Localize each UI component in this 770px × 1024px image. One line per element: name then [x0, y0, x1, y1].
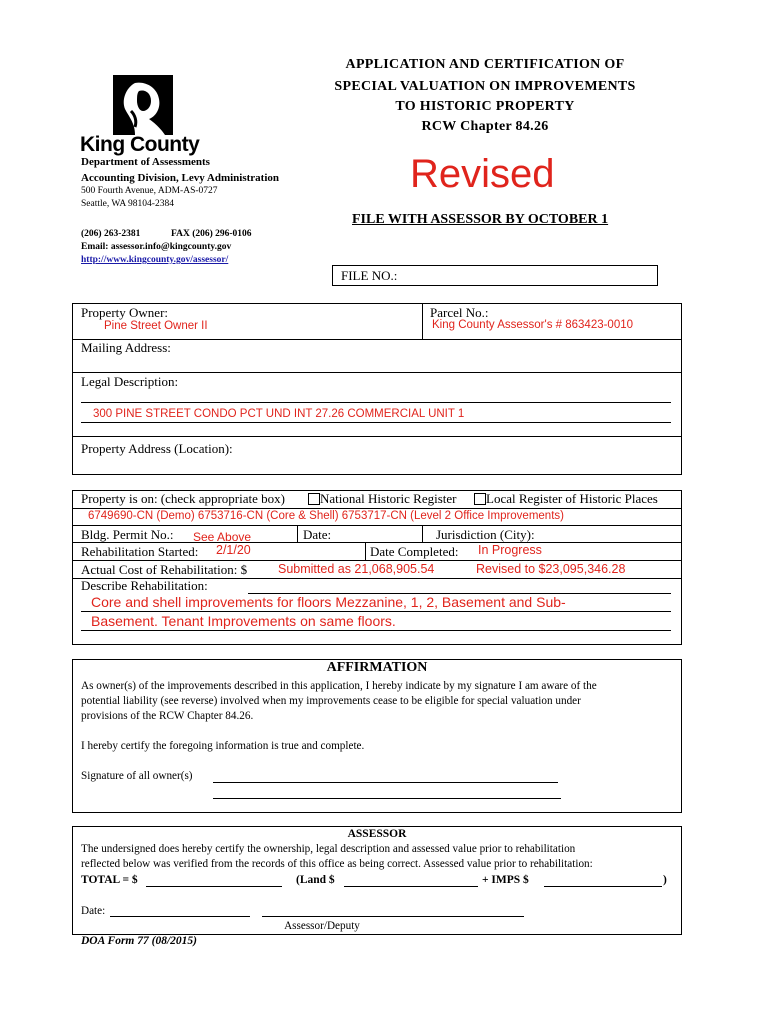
assessor-heading: ASSESSOR — [347, 828, 407, 840]
assessor-date-field[interactable] — [110, 916, 250, 917]
permit-numbers-note[interactable]: 6749690-CN (Demo) 6753716-CN (Core & Shell) 6753717-CN (Level 2 Office Improvements) — [88, 510, 564, 522]
assessor-signature-field[interactable] — [262, 916, 524, 917]
file-number-box — [332, 265, 658, 286]
rehab-cost-label: Actual Cost of Rehabilitation: $ — [81, 562, 248, 577]
department-address-2: Seattle, WA 98104-2384 — [81, 199, 174, 209]
land-value-field[interactable] — [344, 886, 478, 887]
affirmation-text-3: provisions of the RCW Chapter 84.26. — [81, 710, 254, 722]
form-title-line-2: SPECIAL VALUATION ON IMPROVEMENTS — [334, 79, 636, 94]
king-county-emblem-icon — [105, 73, 185, 137]
permit-date-label: Date: — [303, 527, 332, 542]
imps-value-field[interactable] — [544, 886, 662, 887]
logo-wordmark: King County — [80, 133, 200, 156]
department-name: Department of Assessments — [81, 156, 210, 168]
legal-description-label: Legal Description: — [81, 374, 179, 389]
signature-line-2[interactable] — [213, 798, 561, 799]
assessor-text-1: The undersigned does hereby certify the ownership, legal description and assessed value prior to rehabilitation — [81, 843, 576, 855]
department-phone: (206) 263-2381 — [81, 229, 141, 239]
describe-rehab-label: Describe Rehabilitation: — [81, 578, 208, 593]
mailing-address-label: Mailing Address: — [81, 340, 171, 355]
affirmation-text-2: potential liability (see reverse) involved when my improvements cease to be eligible for special valuation under — [81, 695, 581, 707]
division-name: Accounting Division, Levy Administration — [81, 172, 280, 184]
describe-rehab-line-2[interactable] — [81, 615, 671, 631]
department-email: Email: assessor.info@kingcounty.gov — [81, 242, 232, 252]
local-register-label: Local Register of Historic Places — [486, 491, 658, 506]
property-owner-label: Property Owner: — [81, 305, 169, 320]
total-value-field[interactable] — [146, 886, 282, 887]
permit-number-label: Bldg. Permit No.: — [81, 527, 174, 542]
king-county-logo — [80, 73, 210, 157]
property-owner-value[interactable]: Pine Street Owner II — [104, 320, 208, 332]
national-register-checkbox[interactable] — [308, 493, 320, 505]
filing-deadline: FILE WITH ASSESSOR BY OCTOBER 1 — [352, 212, 609, 227]
describe-rehab-line-0 — [248, 580, 671, 594]
local-register-checkbox[interactable] — [474, 493, 486, 505]
certify-statement: I hereby certify the foregoing information is true and complete. — [81, 740, 365, 752]
revised-stamp: Revised — [410, 152, 555, 196]
describe-rehab-line-1[interactable] — [81, 596, 671, 612]
signature-line-1[interactable] — [213, 782, 558, 783]
department-address-1: 500 Fourth Avenue, ADM-AS-0727 — [81, 186, 218, 196]
imps-label: + IMPS $ — [482, 874, 529, 886]
form-identifier: DOA Form 77 (08/2015) — [81, 935, 197, 947]
form-title-line-4: RCW Chapter 84.26 — [421, 119, 549, 134]
legal-description-value: 300 PINE STREET CONDO PCT UND INT 27.26 COMMERCIAL UNIT 1 — [93, 408, 465, 420]
form-title-line-1: APPLICATION AND CERTIFICATION OF — [345, 57, 625, 72]
land-label: (Land $ — [296, 874, 335, 886]
describe-rehab-text-1: Core and shell improvements for floors Mezzanine, 1, 2, Basement and Sub- — [91, 594, 566, 610]
national-register-label: National Historic Register — [320, 491, 457, 506]
assessor-deputy-label: Assessor/Deputy — [284, 920, 360, 932]
affirmation-heading: AFFIRMATION — [326, 660, 428, 675]
signature-label: Signature of all owner(s) — [81, 770, 193, 782]
describe-rehab-text-2: Basement. Tenant Improvements on same floors. — [91, 613, 396, 629]
register-label: Property is on: (check appropriate box) — [81, 491, 285, 506]
parcel-number-label: Parcel No.: — [430, 305, 489, 320]
affirmation-text-1: As owner(s) of the improvements described in this application, I hereby indicate by my signature I am aware of the — [81, 680, 597, 692]
property-address-label: Property Address (Location): — [81, 441, 233, 456]
rehab-started-value[interactable]: 2/1/20 — [216, 543, 251, 557]
close-paren: ) — [663, 874, 667, 886]
legal-description-line-1[interactable] — [81, 389, 671, 403]
jurisdiction-label: Jurisdiction (City): — [436, 527, 535, 542]
form-title-line-3: TO HISTORIC PROPERTY — [395, 99, 575, 114]
total-label: TOTAL = $ — [81, 874, 138, 886]
date-completed-value[interactable]: In Progress — [478, 543, 542, 557]
assessor-date-label: Date: — [81, 905, 106, 917]
legal-description-line-2[interactable] — [81, 408, 671, 423]
date-completed-label: Date Completed: — [370, 544, 459, 559]
rehab-started-label: Rehabilitation Started: — [81, 544, 199, 559]
permit-number-value[interactable]: See Above — [193, 530, 252, 544]
parcel-number-value[interactable]: King County Assessor's # 863423-0010 — [432, 319, 634, 331]
file-number-label: FILE NO.: — [341, 268, 398, 283]
department-website-link[interactable]: http://www.kingcounty.gov/assessor/ — [81, 255, 229, 265]
rehab-cost-submitted[interactable]: Submitted as 21,068,905.54 — [278, 562, 435, 576]
rehab-cost-revised[interactable]: Revised to $23,095,346.28 — [476, 562, 626, 576]
department-fax: FAX (206) 296-0106 — [171, 229, 252, 239]
assessor-text-2: reflected below was verified from the records of this office as being correct. Assessed value prior to rehabilitation: — [81, 858, 593, 870]
